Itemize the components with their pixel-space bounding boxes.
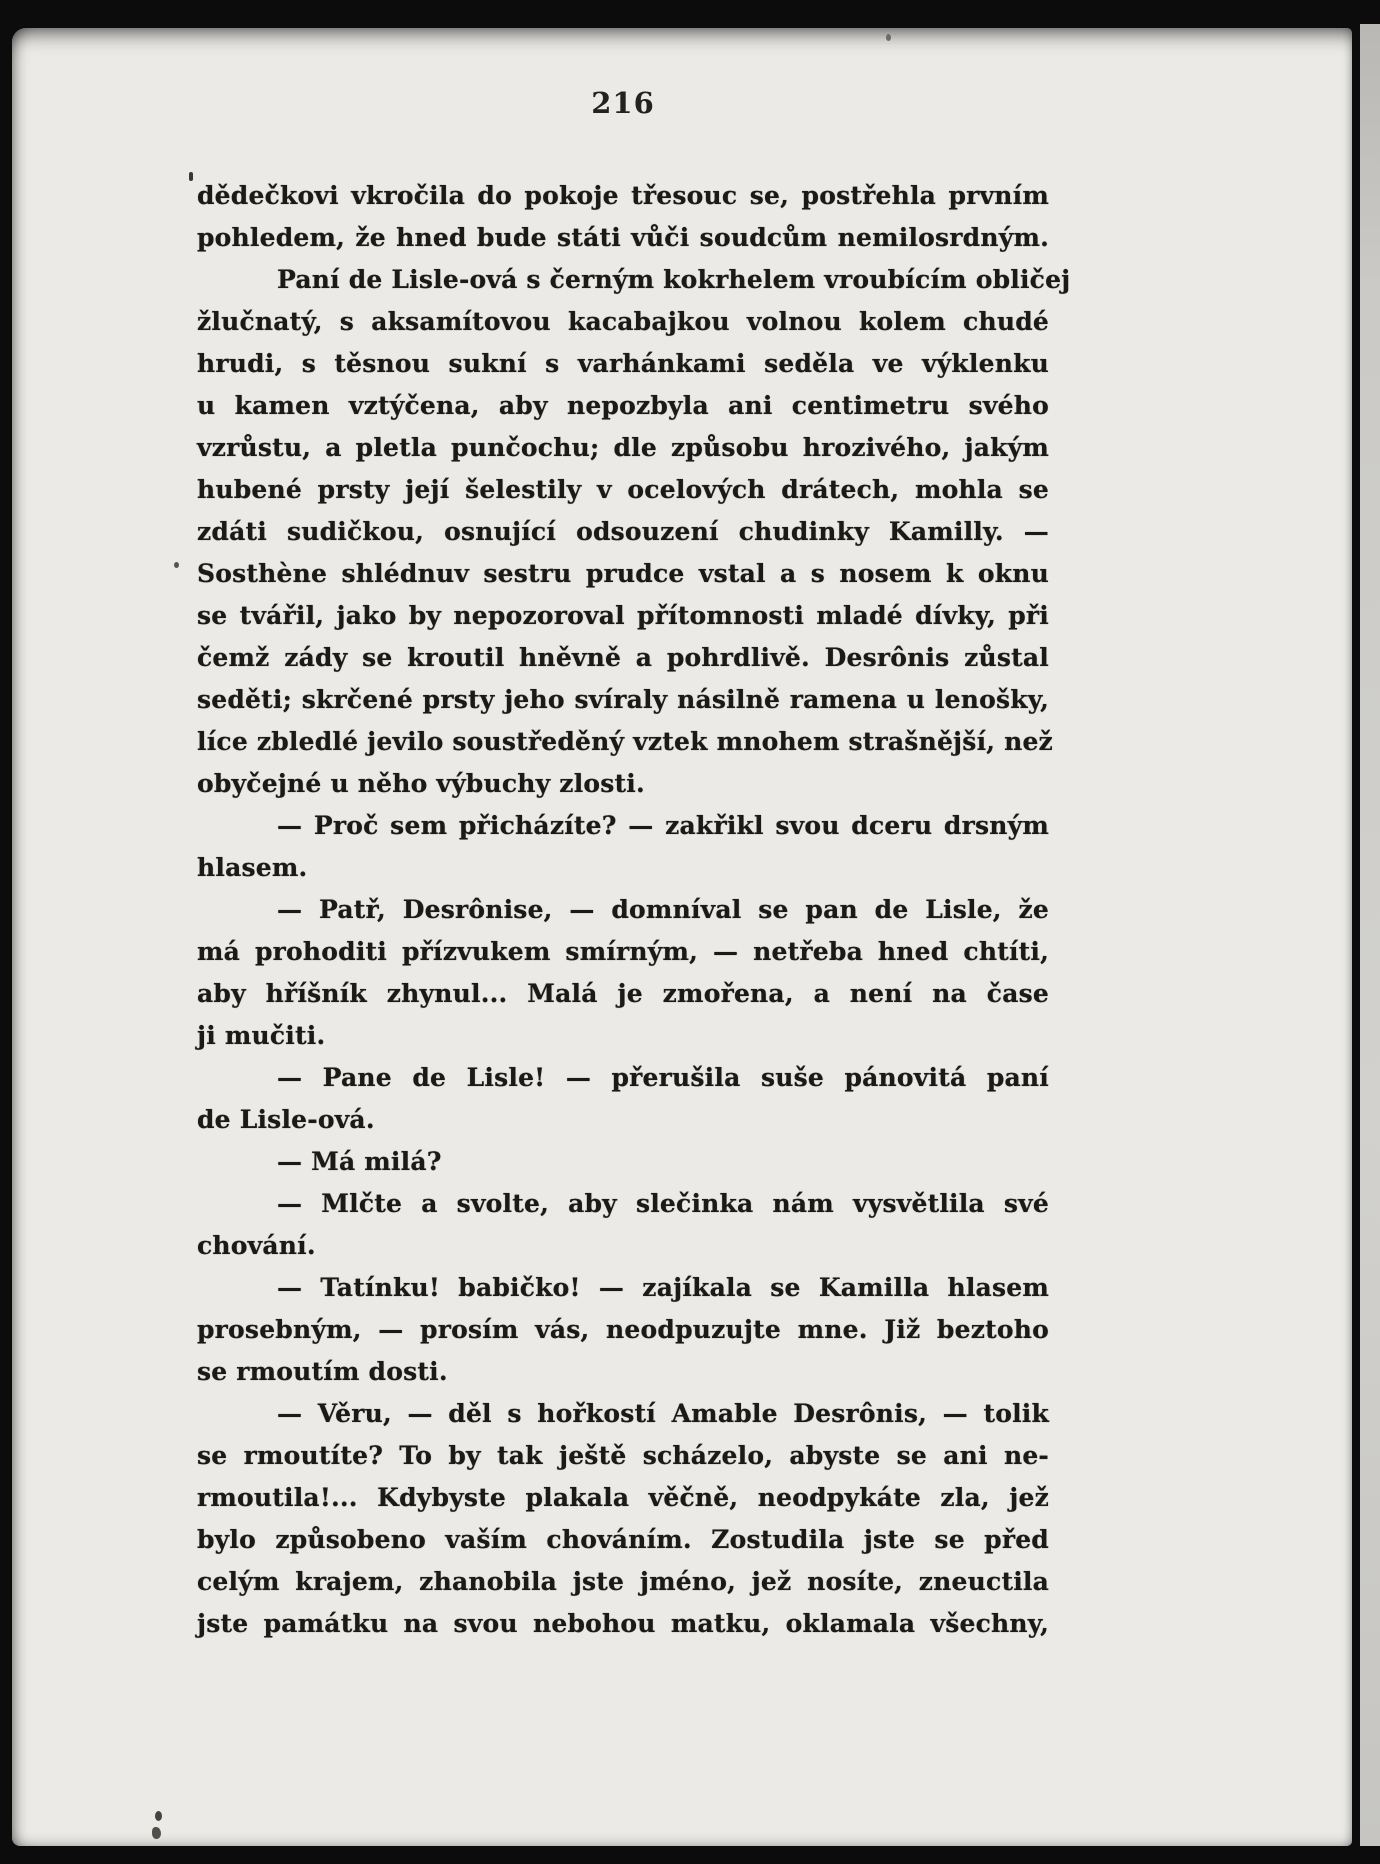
text-line: Paní de Lisle-ová s černým kokrhelem vroubícím obličej	[277, 265, 1071, 294]
page-text	[197, 175, 1071, 1645]
text-line: jste památku na svou nebohou matku, oklamala všechny,	[197, 1609, 1049, 1638]
text-line: — Pane de Lisle! — přerušila suše pánovitá paní	[277, 1063, 1049, 1092]
text-line: obyčejné u něho výbuchy zlosti.	[197, 769, 645, 798]
text-line: vzrůstu, a pletla punčochu; dle způsobu hrozivého, jakým	[197, 433, 1049, 462]
ink-speck	[152, 1827, 161, 1839]
text-line: hubené prsty její šelestily v ocelových drátech, mohla se	[197, 475, 1049, 504]
book-page	[12, 28, 1352, 1846]
text-line: prosebným, — prosím vás, neodpuzujte mne. Již beztoho	[197, 1315, 1049, 1344]
page-number: 216	[591, 86, 655, 120]
text-line: se tvářil, jako by nepozoroval přítomnosti mladé dívky, při	[197, 601, 1049, 630]
text-column	[197, 28, 1071, 1846]
text-line: ji mučiti.	[197, 1021, 326, 1050]
text-line: dědečkovi vkročila do pokoje třesouc se, postřehla prvním	[197, 181, 1049, 210]
text-line: Sosthène shlédnuv sestru prudce vstal a s nosem k oknu	[197, 559, 1049, 588]
ink-speck	[886, 34, 891, 41]
text-line: — Tatínku! babičko! — zajíkala se Kamilla hlasem	[277, 1273, 1049, 1302]
ink-speck	[174, 562, 179, 568]
text-line: celým krajem, zhanobila jste jméno, jež nosíte, zneuctila	[197, 1567, 1049, 1596]
text-line: bylo způsobeno vaším chováním. Zostudila jste se před	[197, 1525, 1049, 1554]
text-line: — Proč sem přicházíte? — zakřikl svou dceru drsným	[277, 811, 1049, 840]
text-line: u kamen vztýčena, aby nepozbyla ani centimetru svého	[197, 391, 1049, 420]
text-line: se rmoutíte? To by tak ještě scházelo, abyste se ani ne-	[197, 1441, 1049, 1470]
text-line: — Věru, — děl s hořkostí Amable Desrônis, — tolik	[277, 1399, 1049, 1428]
text-line: hlasem.	[197, 853, 308, 882]
text-line: de Lisle-ová.	[197, 1105, 375, 1134]
text-line: zdáti sudičkou, osnující odsouzení chudinky Kamilly. —	[197, 517, 1049, 546]
text-line: žlučnatý, s aksamítovou kacabajkou volnou kolem chudé	[197, 307, 1049, 336]
text-line: rmoutila!... Kdybyste plakala věčně, neodpykáte zla, jež	[197, 1483, 1049, 1512]
ink-speck	[155, 1811, 162, 1821]
text-line: — Mlčte a svolte, aby slečinka nám vysvětlila své	[277, 1189, 1049, 1218]
text-line: pohledem, že hned bude státi vůči soudcům nemilosrdným.	[197, 223, 1049, 252]
text-line: má prohoditi přízvukem smírným, — netřeba hned chtíti,	[197, 937, 1049, 966]
text-line: seděti; skrčené prsty jeho svíraly násilně ramena u lenošky,	[197, 685, 1049, 714]
adjacent-page-edge	[1360, 24, 1380, 1846]
text-line: hrudi, s těsnou sukní s varhánkami seděla ve výklenku	[197, 349, 1049, 378]
text-line: — Má milá?	[277, 1147, 442, 1176]
text-line: aby hříšník zhynul... Malá je zmořena, a není na čase	[197, 979, 1049, 1008]
text-line: se rmoutím dosti.	[197, 1357, 448, 1386]
text-line: chování.	[197, 1231, 316, 1260]
ink-speck	[189, 172, 193, 181]
text-line: čemž zády se kroutil hněvně a pohrdlivě. Desrônis zůstal	[197, 643, 1049, 672]
text-line: líce zbledlé jevilo soustředěný vztek mnohem strašnější, než	[197, 727, 1053, 756]
text-line: — Patř, Desrônise, — domníval se pan de Lisle, že	[277, 895, 1049, 924]
